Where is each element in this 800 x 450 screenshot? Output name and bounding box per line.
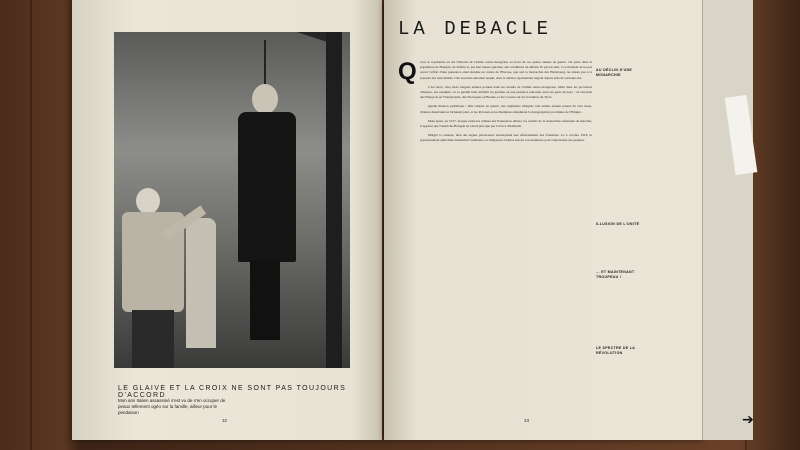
paragraph: Mais après, en 1917, lorsque entre les armées des Puissances alliées, les soldats de la monarchie refusèrent de marcher, il apparut que l'Autriche-Hongrie ne vivait plus que par la force d'habitude.	[420, 118, 592, 129]
photo-subcaption: Mon ami Italien assassiné s'est vu de s'en occuper de peaux tellement ogéo sur la famille, ailleur pour le pendaison	[118, 398, 226, 415]
page-number: 33	[524, 418, 530, 423]
margin-note: AU DÉCLIN D'UNE MONARCHIE	[596, 68, 633, 77]
wood-seam	[30, 0, 32, 450]
legs	[250, 260, 280, 340]
chapter-title: LA DEBACLE	[398, 18, 553, 40]
margin-note: LE SPECTRE DE LA RÉVOLUTION	[596, 346, 636, 355]
page-number: 32	[222, 418, 228, 423]
coat	[238, 112, 296, 262]
bookmark-tab-strip	[702, 0, 753, 440]
legs	[132, 310, 174, 368]
paragraph: C'est alors, cinq mois longues années portées dans les avenirs de l'armée austro-hongroise. Mais dans les provinces tchèques, par exemple, on se gardait bien d'établir un gardien ou une présence nationale pour les gens du pays ; on envoyait des Hongrois en Transylvanie, des Slovaques en Bosnie, et les Croates sur les frontières du Tyrol.	[420, 84, 592, 100]
hanged-man-figure	[232, 82, 302, 342]
photo-caption: LE GLAIVE ET LA CROIX NE SONT PAS TOUJOURS D'ACCORD	[118, 385, 347, 399]
margin-note: ILLUSION DE L'UNITÉ	[596, 222, 640, 226]
margin-note: ... ET MAINTENANT TROUPEAU !	[596, 270, 635, 279]
paragraph: Malgré la censure, bien des signes précurseurs annonçaient une effondrement des frontières. Le 4 octobre 1918, le gouvernement autrichien demandait l'armistice, et l'empereur Charles lançait son manifeste pour l'autonomie des peuples.	[420, 133, 592, 143]
paragraph: Quelle illusion pathétique ! Dès l'entrée en guerre, des régiments tchèques tout entiers étaient passés du côté russe, d'autres désertaient et lâchaient pied, et les Polonais et les Ruthènes attendaient la désagrégation prochaine de l'Empire.	[420, 104, 592, 114]
head	[136, 188, 160, 214]
left-page	[72, 0, 382, 440]
open-book	[62, 0, 754, 450]
right-page	[384, 0, 702, 440]
paragraph: u'on se représente en été l'histoire de l'armée austro-hongroise au front de ces quatre années de guerre. On parle dans la population de Hongrie, de défaite et, par leur nature spéciale, aux conditions de défaite. Et pas un seul, à ce moment de ne pas savoir l'effort d'une puissance ainsi étendue au centre de l'Europe, que soit la monarchie des Habsbourg, ne résista pas à la poussée des nationalités. Une nouvelle situation naquit, dont le dernier représentant régnait depuis plus de soixante ans.	[420, 60, 592, 80]
head	[252, 84, 278, 114]
execution-photograph	[114, 32, 350, 368]
article-body	[420, 60, 592, 148]
soldier-figure	[116, 182, 196, 368]
gallows-post	[326, 32, 342, 368]
drop-cap: Q	[398, 58, 417, 85]
arrow-right-icon: ➔	[742, 412, 754, 428]
